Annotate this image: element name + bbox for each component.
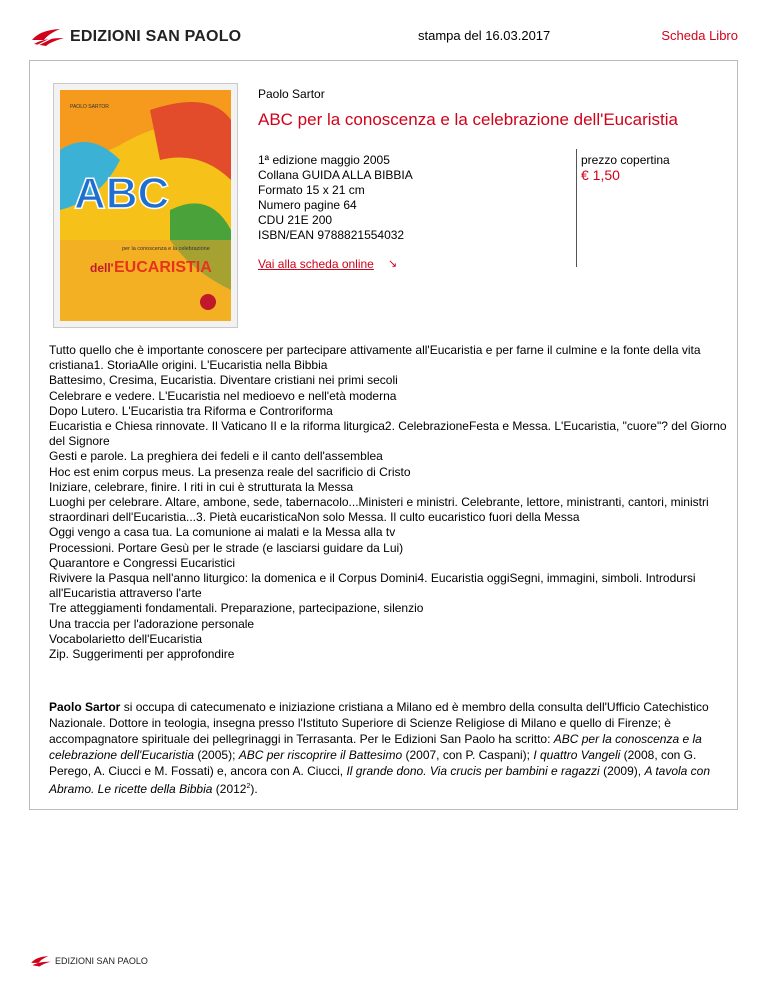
bio-work: ABC per la conoscenza e la celebrazione dell'Eucaristia (49, 732, 702, 762)
scheda-online-link[interactable]: Vai alla scheda online (258, 257, 374, 271)
description-line: Una traccia per l'adorazione personale (49, 616, 255, 631)
price-label: prezzo copertina (581, 153, 670, 167)
book-cover (53, 83, 238, 328)
print-date: stampa del 16.03.2017 (418, 28, 551, 43)
bio-work: A tavola con Abramo. Le ricette della Bibbia (49, 764, 711, 796)
description-line: Luoghi per celebrare. Altare, ambone, sede, tabernacolo...Ministeri e ministri. Celebrante, lettore, ministranti, cantori, ministri straordinari dell'Eucaristia...3. Pietà eucaristicaNon solo Messa. Il culto eucaristico fuori della Messa (49, 495, 709, 525)
bio-work: Il grande dono. Via crucis per bambini e ragazzi (346, 764, 600, 778)
price-divider (576, 149, 577, 267)
description-line: Dopo Lutero. L'Eucaristia tra Riforma e Controriforma (49, 403, 333, 418)
meta-formato: Formato 15 x 21 cm (258, 183, 365, 197)
description-line: Vocabolarietto dell'Eucaristia (49, 631, 203, 646)
meta-collana: Collana GUIDA ALLA BIBBIA (258, 168, 413, 182)
price-value: € 1,50 (581, 167, 620, 183)
description-line: Iniziare, celebrare, finire. I riti in cui è strutturata la Messa (49, 479, 354, 494)
description-line: Celebrare e vedere. L'Eucaristia nel medioevo e nell'età moderna (49, 388, 397, 403)
description-line: Processioni. Portare Gesù per le strade (e lasciarsi guidare da Lui) (49, 540, 404, 555)
description-line: Quarantore e Congressi Eucaristici (49, 555, 236, 570)
footer-logo-icon (30, 954, 52, 968)
meta-pagine: Numero pagine 64 (258, 198, 357, 212)
description-line: Oggi vengo a casa tua. La comunione ai malati e la Messa alla tv (49, 525, 396, 540)
meta-isbn: ISBN/EAN 9788821554032 (258, 228, 405, 242)
publisher-logo (30, 26, 241, 48)
cover-letters: ABC (74, 169, 170, 218)
description-line: Gesti e parole. La preghiera dei fedeli e il canto dell'assemblea (49, 449, 383, 464)
meta-edition: 1ª edizione maggio 2005 (258, 153, 390, 167)
author-bio (49, 699, 729, 797)
cover-dell: dell' (90, 261, 114, 275)
description-line: Zip. Suggerimenti per approfondire (49, 647, 235, 662)
book-description (49, 343, 729, 662)
description-line: Hoc est enim corpus meus. La presenza reale del sacrificio di Cristo (49, 464, 411, 479)
book-author: Paolo Sartor (258, 87, 325, 101)
cover-publisher-mark (200, 294, 216, 310)
cover-subtitle: per la conoscenza e la celebrazione (122, 246, 210, 252)
bio-superscript: 2 (246, 783, 251, 790)
publisher-logo-text: EDIZIONI SAN PAOLO (70, 28, 242, 45)
bio-text: ). (250, 782, 258, 796)
bio-text: (2008, con G. Perego, A. Ciucci e M. Fossati) e, ancora con A. Ciucci, (49, 748, 697, 778)
book-title: ABC per la conoscenza e la celebrazione dell'Eucaristia (258, 110, 678, 129)
book-card (29, 60, 738, 810)
bio-text: (2007, con P. Caspani); (402, 748, 534, 762)
bio-work: ABC per riscoprire il Battesimo (238, 748, 403, 762)
description-line: Tutto quello che è importante conoscere per partecipare attivamente all'Eucaristia e per farne il culmine e la fonte della vita cristiana1. StoriaAlle origini. L'Eucaristia nella Bibbia (49, 343, 701, 373)
footer-logo (30, 954, 148, 968)
bio-text: (2005); (194, 748, 239, 762)
meta-cdu: CDU 21E 200 (258, 213, 333, 227)
cover-big-title: EUCARISTIA (114, 259, 212, 276)
bio-text: (2009), (599, 764, 645, 778)
description-line: Eucaristia e Chiesa rinnovate. Il Vaticano II e la riforma liturgica2. CelebrazioneFesta e Messa. L'Eucaristia, "cuore"? del Giorno del Signore (49, 419, 727, 449)
bio-work: I quattro Vangeli (533, 748, 621, 762)
description-line: Rivivere la Pasqua nell'anno liturgico: la domenica e il Corpus Domini4. Eucaristia oggiSegni, immagini, simboli. Introdursi all'Eucaristia attraverso l'arte (49, 571, 696, 601)
bio-text: (2012 (212, 782, 247, 796)
book-cover-image (60, 90, 231, 321)
scheda-libro-link[interactable]: Scheda Libro (661, 28, 738, 43)
footer-logo-text: EDIZIONI SAN PAOLO (55, 956, 148, 966)
publisher-logo-icon (30, 26, 66, 48)
bio-text: si occupa di catecumenato e iniziazione cristiana a Milano ed è membro della consulta dell'Ufficio Catechistico Nazionale. Dottore in teologia, insegna presso l'Istituto Superiore di Scienze Religiose di Milano e quello di Firenze; è accompagnatore spirituale dei pellegrinaggi in Terrasanta. Per le Edizioni San Paolo ha scritto: (49, 700, 709, 746)
cover-author: PAOLO SARTOR (70, 104, 109, 110)
description-line: Battesimo, Cresima, Eucaristia. Diventare cristiani nei primi secoli (49, 373, 398, 388)
description-line: Tre atteggiamenti fondamentali. Preparazione, partecipazione, silenzio (49, 601, 424, 616)
bio-author-name: Paolo Sartor (49, 700, 121, 714)
book-meta (258, 153, 413, 243)
arrow-down-right-icon[interactable]: ↘ (388, 258, 398, 270)
